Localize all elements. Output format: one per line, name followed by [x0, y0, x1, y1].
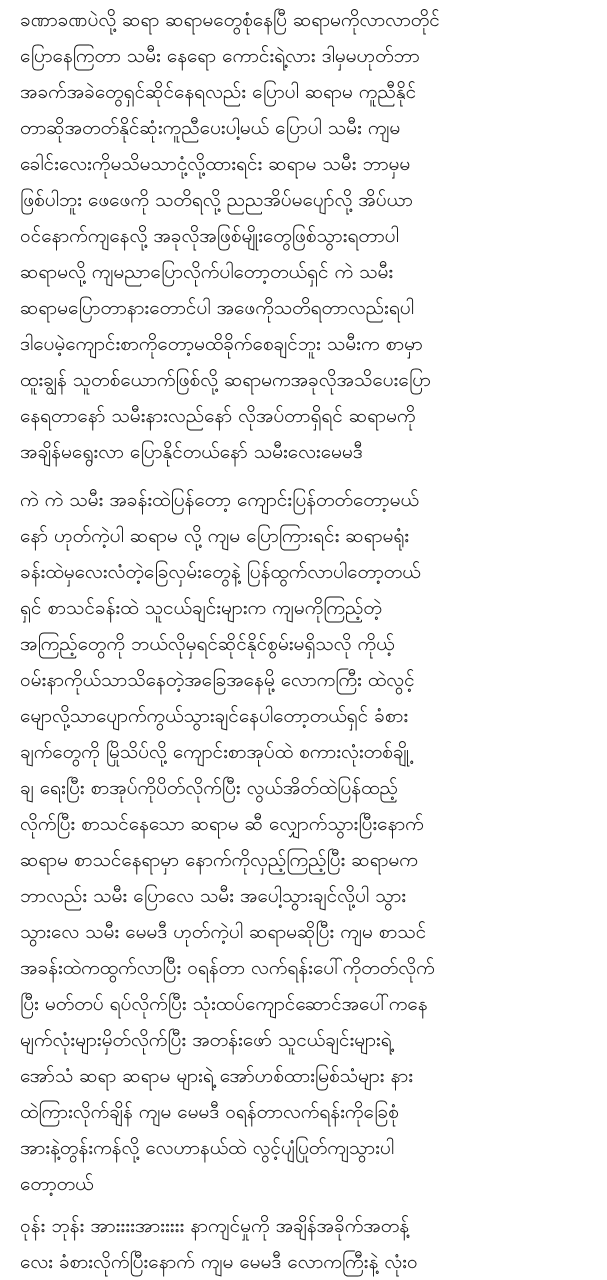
paragraph-1: ခဏာခဏပဲလို့ ဆရာ ဆရာမတွေစုံနေပြီ ဆရာမကိုလာလာတိုင် ပြောနေကြတာ သမီး နေရော ကောင်းရဲ့လား ဒါမှမဟုတ်ဘာ အခက်အခဲတွေရှင်ဆိုင်နေရလည်း ပြောပါ ဆရာမ ကူညီနိုင် တာဆိုအတတ်နိုင်ဆုံးကူညီပေးပါ့မယ် ပြောပါ သမီး ကျမ ခေါင်းလေးကိုမသိမသာငုံ့လို့ထားရင်း ဆရာမ သမီး ဘာမှမ ဖြစ်ပါဘူး ဖေဖေကို သတိရလို့ ညညအိပ်မပျော်လို့ အိပ်ယာ ဝင်နောက်ကျနေလို့ အခုလိုအဖြစ်မျိုးတွေဖြစ်သွားရတာပါ ဆရာမလို့ ကျမညာပြောလိုက်ပါတော့တယ်ရှင် ကဲ သမီး ဆရာမပြောတာနားတောင်ပါ အဖေကိုသတိရတာလည်းရပါ ဒါပေမဲ့ကျောင်းစာကိုတော့မထိခိုက်စေချင်ဘူး သမီးက စာမှာ ထူးချွန် သူတစ်ယောက်ဖြစ်လို့ ဆရာမကအခုလိုအသိပေးပြော နေရတာနော် သမီးနားလည်နော် လိုအပ်တာရှိရင် ဆရာမကို အချိန်မရွေးလာ ပြောနိုင်တယ်နော် သမီးလေးမေမဒီ — [20, 9, 440, 463]
paragraph-3: ဝုန်း ဘုန်း အားးးးအားးးးး နာကျင်မှုကို အချိန်အခိုက်အတန့် လေး ခံစားလိုက်ပြီးနောက် ကျမ မေမဒီ လောကကြီးနဲ့ လုံးဝ — [20, 1215, 418, 1273]
paragraph-2: ကဲ ကဲ သမီး အခန်းထဲပြန်တော့ ကျောင်းပြန်တတ်တော့မယ် နော် ဟုတ်ကဲ့ပါ ဆရာမ လို့ ကျမ ပြောကြားရင်း ဆရာမရုံး ခန်းထဲမှလေးလံတဲ့ခြေလှမ်းတွေနဲ့ ပြန်ထွက်လာပါတော့တယ် ရှင် စာသင်ခန်းထဲ သူငယ်ချင်းများက ကျမကိုကြည့်တဲ့ အကြည့်တွေကို ဘယ်လိုမှရင်ဆိုင်နိုင်စွမ်းမရှိသလို ကိုယ့် ဝမ်းနာကိုယ်သာသိနေတဲ့အခြေအနေမို့ လောကကြီး ထဲလွင့် မျောလို့သာပျောက်ကွယ်သွားချင်နေပါတော့တယ်ရှင် ခံစား ချက်တွေကို မြိုသိပ်လို့ ကျောင်းစာအုပ်ထဲ စကားလုံးတစ်ချို့ ချ ရေးပြီး စာအုပ်ကိုပိတ်လိုက်ပြီး လွယ်အိတ်ထဲပြန်ထည့် လိုက်ပြီး စာသင်နေသော ဆရာမ ဆီ လျှောက်သွားပြီးနောက် ဆရာမ စာသင်နေရာမှာ နောက်ကိုလှည့်ကြည့်ပြီး ဆရာမက ဘာလည်း သမီး ပြောလေ သမီး အပေါ့သွားချင်လို့ပါ သွား သွားလေ သမီး မေမဒီ ဟုတ်ကဲ့ပါ ဆရာမဆိုပြီး ကျမ စာသင် အခန်းထဲကထွက်လာပြီး ဝရန်တာ လက်ရန်းပေါ်ကိုတတ်လိုက် ပြီး မတ်တပ် ရပ်လိုက်ပြီး သုံးထပ်ကျောင်ဆောင်အပေါ်ကနေ မျက်လုံးများမှိတ်လိုက်ပြီး အတန်းဖော် သူငယ်ချင်းများရဲ့ အော်သံ ဆရာ ဆရာမ များရဲ့ အော်ဟစ်ထားမြစ်သံများ နား ထဲကြားလိုက်ချိန် ကျမ မေမဒီ ဝရန်တာလက်ရန်းကိုခြေစုံ အားနဲ့တွန်းကန်လို့ လေဟာနယ်ထဲ လွင့်ပျံပြုတ်ကျသွားပါ တော့တယ် — [20, 489, 435, 1195]
